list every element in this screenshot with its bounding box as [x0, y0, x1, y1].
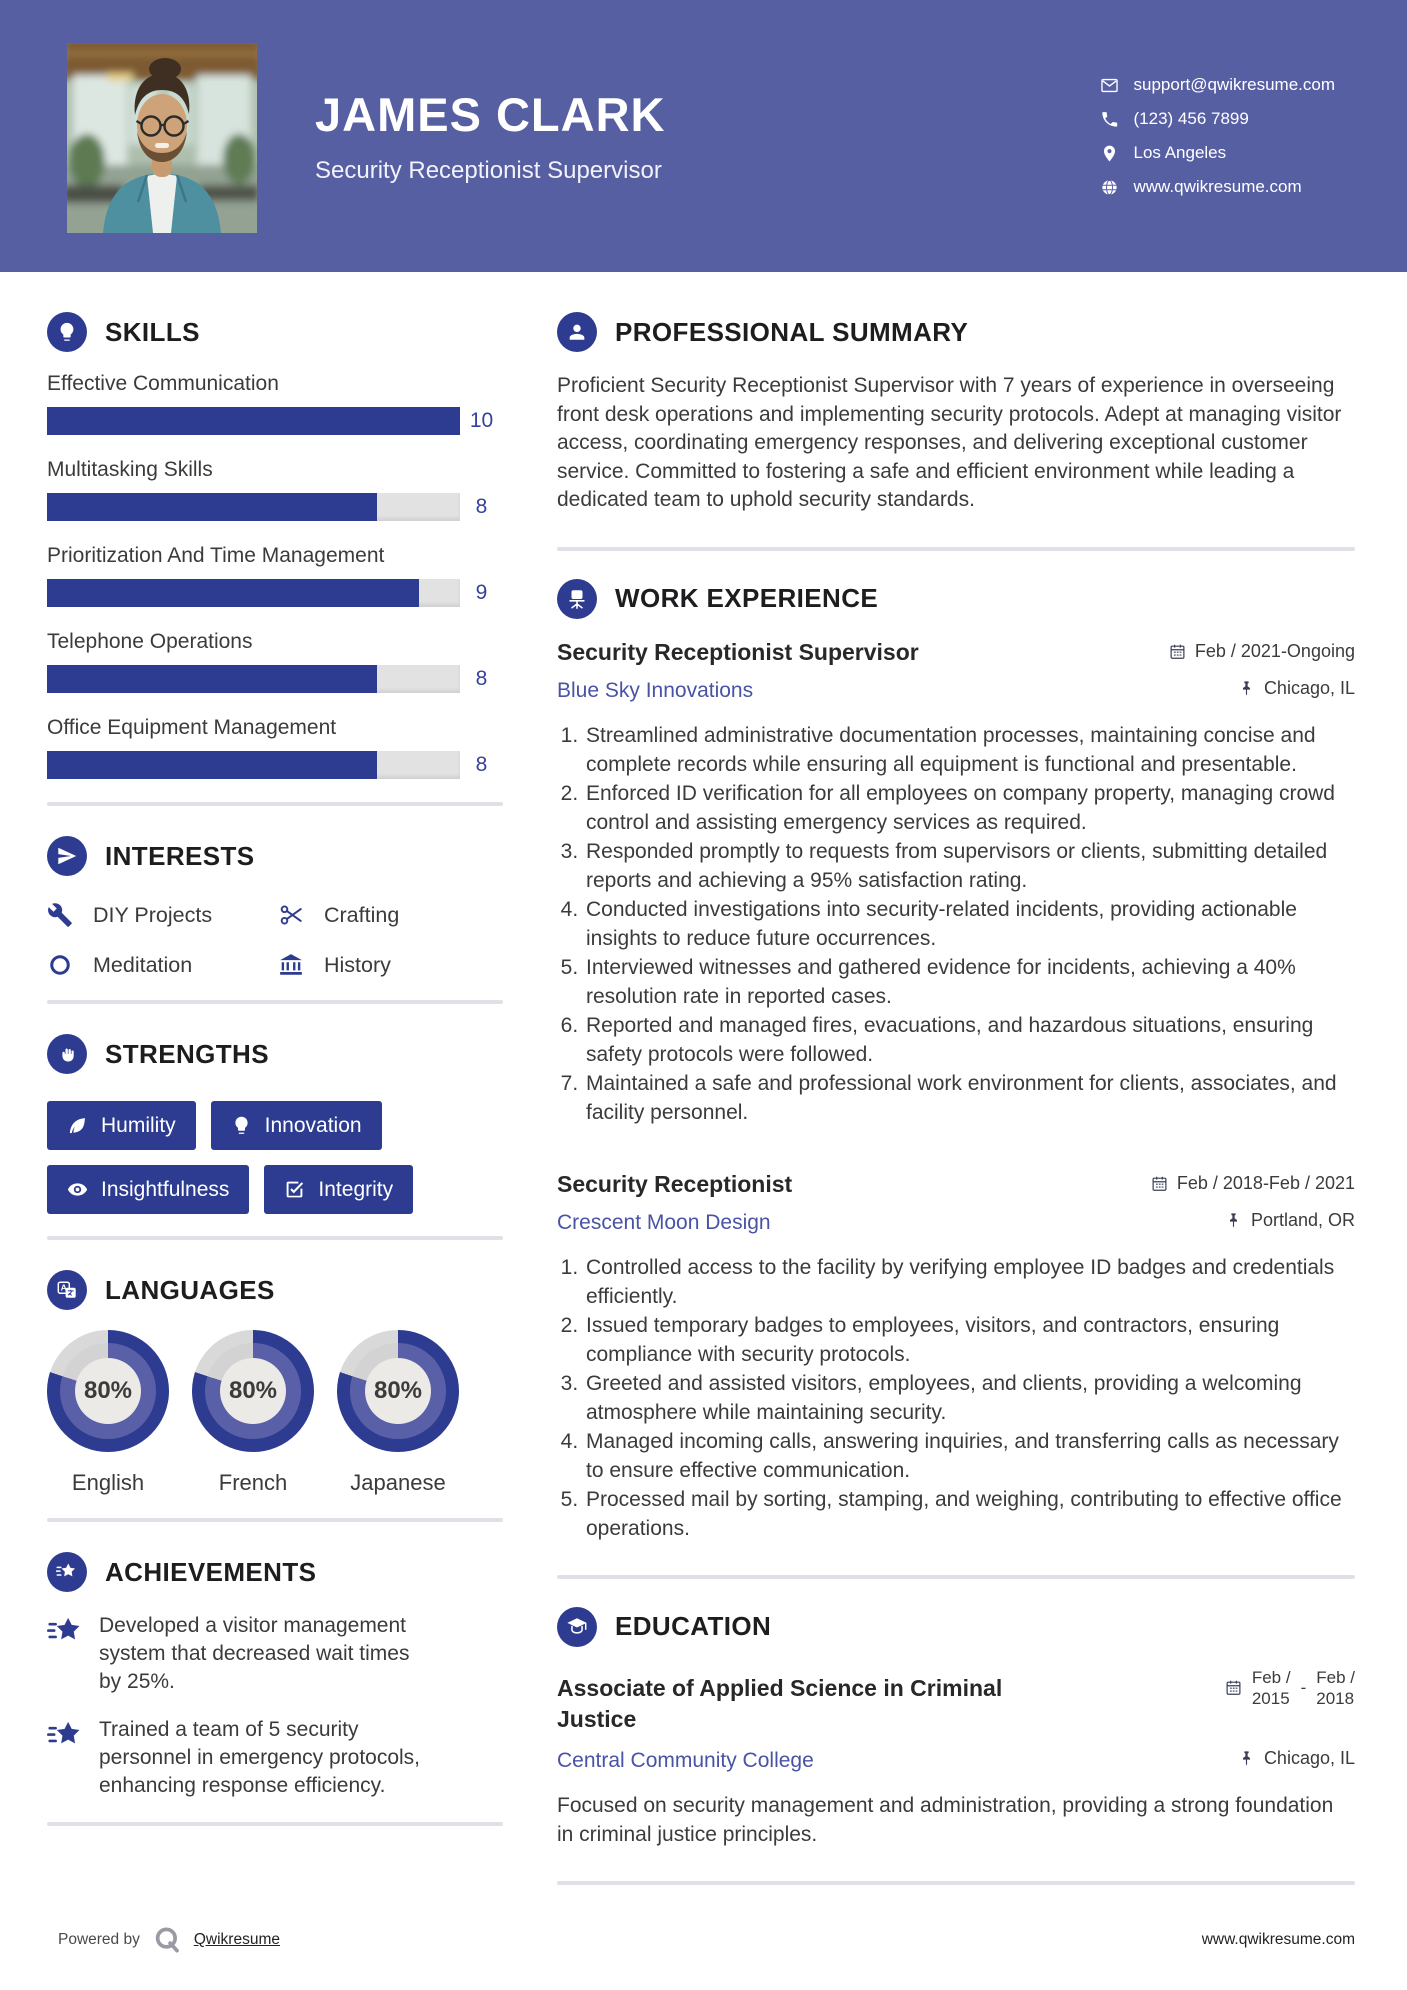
skill-value: 10 [469, 409, 494, 432]
skill-bar-fill [47, 407, 460, 435]
language-item [47, 1330, 169, 1496]
skill-item [47, 716, 503, 779]
skill-value: 8 [475, 495, 488, 518]
skill-bar-track [47, 579, 460, 607]
job-bullet: 7. Maintained a safe and professional work environment for clients, associates, and facility personnel. [584, 1069, 1355, 1127]
fist-icon [47, 1034, 87, 1074]
header-band [0, 0, 1407, 272]
page-footer [0, 1913, 1407, 1990]
education-heading: EDUCATION [615, 1611, 772, 1641]
section-divider [47, 802, 503, 806]
strength-label: Humility [101, 1113, 176, 1137]
skills-heading: SKILLS [105, 316, 200, 347]
job-bullet: 4. Managed incoming calls, answering inquiries, and transferring calls as necessary to ensure effective communication. [584, 1427, 1355, 1485]
person-name: JAMES CLARK [315, 88, 666, 141]
language-name: French [218, 1470, 288, 1495]
language-donut-ring [350, 1343, 446, 1439]
shooting-star-icon [47, 1615, 85, 1649]
job-bullet: 1. Streamlined administrative documentation processes, maintaining concise and complete records while ensuring all equipment is functional and presentable. [584, 721, 1355, 779]
work-heading: WORK EXPERIENCE [615, 583, 879, 613]
education-location-text: Chicago, IL [1263, 1748, 1355, 1768]
education-section [557, 1607, 1355, 1850]
job-company-link[interactable]: Crescent Moon Design [557, 1210, 771, 1234]
interest-item [278, 952, 503, 978]
job-bullet: 5. Processed mail by sorting, stamping, and weighing, contributing to effective office operations. [584, 1485, 1355, 1543]
contact-phone-text: (123) 456 7899 [1133, 109, 1249, 128]
right-column [557, 312, 1355, 1913]
language-name: Japanese [350, 1470, 446, 1495]
section-divider [557, 1575, 1355, 1579]
interest-item [47, 952, 278, 978]
globe-icon [1100, 178, 1119, 197]
skill-bar-track [47, 493, 460, 521]
interest-label: Meditation [93, 952, 193, 977]
paper-plane-icon [47, 836, 87, 876]
job-location [1238, 678, 1355, 699]
education-description: Focused on security management and administration, providing a strong foundation in criminal justice principles. [557, 1794, 1334, 1846]
ring-icon [47, 952, 73, 978]
skill-item [47, 544, 503, 607]
calendar-icon [1151, 1175, 1168, 1192]
job-location-text: Chicago, IL [1263, 677, 1355, 698]
interest-label: History [324, 952, 391, 977]
strength-label: Innovation [264, 1113, 362, 1137]
profile-photo [67, 43, 257, 233]
job-date-text: Feb / 2018-Feb / 2021 [1176, 1172, 1355, 1193]
languages-section [47, 1270, 503, 1496]
job-title: Security Receptionist [557, 1170, 793, 1197]
lightbulb-icon [47, 312, 87, 352]
interest-label: Crafting [324, 902, 400, 927]
eye-icon [67, 1179, 88, 1200]
strength-chip [264, 1165, 413, 1214]
education-date [1225, 1667, 1355, 1709]
section-divider [47, 1000, 503, 1004]
qwikresume-brand-link[interactable]: Qwikresume [193, 1931, 280, 1948]
interest-item [47, 902, 278, 928]
contact-phone[interactable] [1100, 109, 1336, 129]
education-location [1238, 1748, 1355, 1769]
skill-label: Telephone Operations [47, 630, 253, 653]
contact-location[interactable] [1100, 143, 1336, 163]
languages-heading: LANGUAGES [105, 1274, 275, 1305]
skill-bar-track [47, 407, 460, 435]
job-bullet-list [557, 1253, 1355, 1543]
contact-email[interactable] [1100, 75, 1336, 95]
contact-location-text: Los Angeles [1133, 143, 1227, 162]
calendar-icon [1225, 1679, 1242, 1696]
scissors-icon [278, 902, 304, 928]
checkbox-icon [284, 1179, 305, 1200]
skill-label: Prioritization And Time Management [47, 544, 385, 567]
shooting-star-icon [47, 1719, 85, 1753]
pushpin-icon [1238, 1750, 1255, 1767]
job-bullet-list [557, 721, 1355, 1127]
language-percent: 80% [220, 1358, 286, 1424]
interest-label: DIY Projects [93, 902, 213, 927]
skill-label: Effective Communication [47, 372, 279, 395]
job-bullet: 1. Controlled access to the facility by verifying employee ID badges and credentials efficiently. [584, 1253, 1355, 1311]
email-icon [1100, 76, 1119, 95]
strength-chip [47, 1165, 249, 1214]
job-title: Security Receptionist Supervisor [557, 638, 919, 665]
strengths-section [47, 1034, 503, 1214]
pushpin-icon [1225, 1212, 1242, 1229]
education-date-separator: - [1300, 1678, 1307, 1697]
skill-label: Office Equipment Management [47, 716, 337, 739]
section-divider [557, 1881, 1355, 1885]
skill-label: Multitasking Skills [47, 458, 213, 481]
museum-icon [278, 952, 304, 978]
person-title: Security Receptionist Supervisor [315, 157, 662, 184]
language-donut [47, 1330, 169, 1452]
section-divider [47, 1518, 503, 1522]
job-entry [557, 1171, 1355, 1543]
language-donut-ring [60, 1343, 156, 1439]
language-percent: 80% [75, 1358, 141, 1424]
job-location-text: Portland, OR [1250, 1209, 1355, 1230]
job-bullet: 3. Greeted and assisted visitors, employees, and clients, providing a welcoming atmosphere while maintaining security. [584, 1369, 1355, 1427]
location-icon [1100, 144, 1119, 163]
skill-bar-fill [47, 493, 377, 521]
strength-label: Integrity [318, 1177, 394, 1201]
skill-value: 9 [475, 581, 488, 604]
translate-icon [47, 1270, 87, 1310]
strength-label: Insightfulness [101, 1177, 230, 1201]
language-donut [192, 1330, 314, 1452]
skill-bar-track [47, 665, 460, 693]
education-school-link[interactable]: Central Community College [557, 1749, 814, 1772]
strength-chip [47, 1101, 196, 1150]
skill-bar-fill [47, 665, 377, 693]
language-donut [337, 1330, 459, 1452]
language-percent: 80% [365, 1358, 431, 1424]
job-date-text: Feb / 2021-Ongoing [1194, 640, 1355, 661]
section-divider [47, 1822, 503, 1826]
job-date [1151, 1173, 1355, 1194]
qwikresume-logo-icon [152, 1925, 182, 1955]
graduation-cap-icon [557, 1607, 597, 1647]
office-chair-icon [557, 579, 597, 619]
interests-heading: INTERESTS [105, 840, 255, 871]
section-divider [557, 547, 1355, 551]
language-item [192, 1330, 314, 1496]
interests-section [47, 836, 503, 978]
education-degree: Associate of Applied Science in Criminal Justice [557, 1675, 1003, 1732]
identity-block [315, 87, 665, 185]
achievement-item [47, 1716, 503, 1800]
language-donut-ring [205, 1343, 301, 1439]
job-date [1169, 641, 1355, 662]
calendar-icon [1169, 643, 1186, 660]
education-date-start: Feb / 2015 [1251, 1667, 1291, 1708]
strengths-heading: STRENGTHS [105, 1038, 269, 1069]
achievement-item [47, 1612, 503, 1696]
interest-item [278, 902, 503, 928]
contact-email-text: support@qwikresume.com [1133, 75, 1335, 94]
strength-chip [211, 1101, 382, 1150]
skill-item [47, 458, 503, 521]
skill-bar-fill [47, 579, 419, 607]
job-bullet: 2. Issued temporary badges to employees, visitors, and contractors, ensuring compliance with security protocols. [584, 1311, 1355, 1369]
achievements-heading: ACHIEVEMENTS [105, 1556, 317, 1587]
summary-heading: PROFESSIONAL SUMMARY [615, 316, 969, 347]
leaf-icon [67, 1115, 88, 1136]
education-date-end: Feb / 2018 [1316, 1667, 1355, 1708]
job-company-link[interactable]: Blue Sky Innovations [557, 678, 754, 702]
powered-by-text: Powered by [58, 1931, 140, 1948]
job-bullet: 6. Reported and managed fires, evacuations, and hazardous situations, ensuring safety protocols were followed. [584, 1011, 1355, 1069]
skill-item [47, 630, 503, 693]
work-section [557, 579, 1355, 1543]
contact-website[interactable] [1100, 177, 1336, 197]
achievements-section [47, 1552, 503, 1800]
summary-section [557, 312, 1355, 515]
phone-icon [1100, 110, 1119, 129]
section-divider [47, 1236, 503, 1240]
skills-section [47, 312, 503, 779]
footer-website-link[interactable]: www.qwikresume.com [1201, 1931, 1355, 1948]
person-icon [557, 312, 597, 352]
left-column [47, 312, 503, 1856]
language-name: English [71, 1470, 145, 1495]
job-bullet: 4. Conducted investigations into security-related incidents, providing actionable insights to reduce future occurrences. [584, 895, 1355, 953]
bulb-icon [231, 1115, 252, 1136]
skill-item [47, 372, 503, 435]
powered-by [58, 1925, 280, 1955]
job-bullet: 3. Responded promptly to requests from supervisors or clients, submitting detailed reports and achieving a 95% satisfaction rating. [584, 837, 1355, 895]
job-bullet: 2. Enforced ID verification for all employees on company property, managing crowd control and assisting emergency services as required. [584, 779, 1355, 837]
achievement-text: Trained a team of 5 security personnel in emergency protocols, enhancing response efficiency. [99, 1718, 421, 1797]
skill-bar-fill [47, 751, 377, 779]
medal-star-icon [47, 1552, 87, 1592]
job-location [1225, 1210, 1355, 1231]
skill-bar-track [47, 751, 460, 779]
job-bullet: 5. Interviewed witnesses and gathered evidence for incidents, achieving a 40% resolution rate in reported cases. [584, 953, 1355, 1011]
achievement-text: Developed a visitor management system that decreased wait times by 25%. [99, 1614, 410, 1693]
contact-website-text: www.qwikresume.com [1133, 177, 1302, 196]
skill-value: 8 [475, 753, 488, 776]
contact-block [1100, 75, 1336, 197]
language-item [337, 1330, 459, 1496]
skill-value: 8 [475, 667, 488, 690]
wrench-icon [47, 902, 73, 928]
job-entry [557, 639, 1355, 1127]
pushpin-icon [1238, 680, 1255, 697]
summary-text: Proficient Security Receptionist Supervisor with 7 years of experience in overseeing front desk operations and implementing security protocols. Adept at managing visitor access, coordinating emergency responses, and delivering exceptional customer service. Committed to fostering a safe and efficient environment while leading a dedicated team to uphold security standards. [557, 374, 1342, 511]
